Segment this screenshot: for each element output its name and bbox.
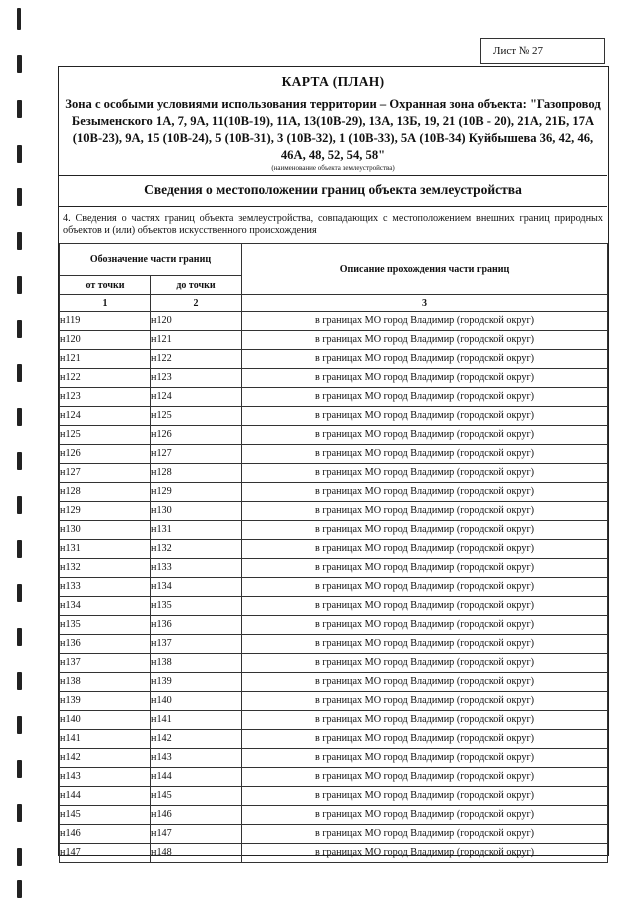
from-point-cell: н142 — [60, 749, 151, 768]
from-header: от точки — [60, 276, 151, 295]
from-point-cell: н121 — [60, 350, 151, 369]
table-row — [60, 787, 608, 806]
to-point-cell: н143 — [151, 749, 242, 768]
binding-holes — [0, 0, 40, 905]
binding-hole — [17, 496, 22, 514]
description-cell: в границах МО город Владимир (городской округ) — [242, 464, 608, 483]
to-point-cell: н133 — [151, 559, 242, 578]
table-row — [60, 730, 608, 749]
section-title: Сведения о местоположении границ объекта землеустройства — [144, 182, 522, 197]
binding-hole — [17, 880, 22, 898]
map-subtitle: Зона с особыми условиями использования территории – Охранная зона объекта: "Газопровод Безыменского 1А, 7, 9А, 11(10В-19), 11А, 13(10В-29), 13А, 13Б, 19, 21 (10В - 20), 21А, 21Б, 17А (10В-23), 9А, 15 (10В-24), 5 (10В-31), 3 (10В-32), 1 (10В-33), 5А (10В-34) Куйбышева 36, 42, 46, 46А, 48, 52, 54, 58" — [65, 97, 601, 162]
to-header: до точки — [151, 276, 242, 295]
table-row — [60, 426, 608, 445]
binding-hole — [17, 188, 22, 206]
from-point-cell: н146 — [60, 825, 151, 844]
description-cell: в границах МО город Владимир (городской округ) — [242, 331, 608, 350]
to-point-cell: н124 — [151, 388, 242, 407]
from-point-cell: н143 — [60, 768, 151, 787]
to-point-cell: н141 — [151, 711, 242, 730]
binding-hole — [17, 804, 22, 822]
from-point-cell: н138 — [60, 673, 151, 692]
document-frame — [58, 66, 609, 856]
table-row — [60, 407, 608, 426]
table-row — [60, 711, 608, 730]
to-point-cell: н144 — [151, 768, 242, 787]
to-point-cell: н130 — [151, 502, 242, 521]
binding-hole — [17, 716, 22, 734]
table-row — [60, 350, 608, 369]
table-row — [60, 312, 608, 331]
to-point-cell: н138 — [151, 654, 242, 673]
from-point-cell: н141 — [60, 730, 151, 749]
to-point-cell: н140 — [151, 692, 242, 711]
binding-hole — [17, 452, 22, 470]
table-row — [60, 654, 608, 673]
binding-hole — [17, 628, 22, 646]
to-point-cell: н126 — [151, 426, 242, 445]
binding-hole — [17, 100, 22, 118]
from-point-cell: н144 — [60, 787, 151, 806]
from-point-cell: н126 — [60, 445, 151, 464]
to-point-cell: н142 — [151, 730, 242, 749]
from-point-cell: н122 — [60, 369, 151, 388]
description-cell: в границах МО город Владимир (городской округ) — [242, 673, 608, 692]
table-body — [60, 312, 608, 863]
to-point-cell: н145 — [151, 787, 242, 806]
from-point-cell: н145 — [60, 806, 151, 825]
description-cell: в границах МО город Владимир (городской округ) — [242, 730, 608, 749]
from-point-cell: н133 — [60, 578, 151, 597]
to-point-cell: н137 — [151, 635, 242, 654]
col-number-1: 1 — [60, 295, 151, 312]
binding-hole — [17, 364, 22, 382]
table-row — [60, 483, 608, 502]
description-cell: в границах МО город Владимир (городской округ) — [242, 692, 608, 711]
from-point-cell: н135 — [60, 616, 151, 635]
description-cell: в границах МО город Владимир (городской округ) — [242, 540, 608, 559]
from-point-cell: н127 — [60, 464, 151, 483]
description-cell: в границах МО город Владимир (городской округ) — [242, 597, 608, 616]
to-point-cell: н135 — [151, 597, 242, 616]
from-point-cell: н131 — [60, 540, 151, 559]
map-subtitle-note: (наименование объекта землеустройства) — [271, 164, 395, 172]
description-cell: в границах МО город Владимир (городской округ) — [242, 654, 608, 673]
from-point-cell: н119 — [60, 312, 151, 331]
description-cell: в границах МО город Владимир (городской округ) — [242, 749, 608, 768]
from-point-cell: н147 — [60, 844, 151, 863]
to-point-cell: н123 — [151, 369, 242, 388]
section-intro: 4. Сведения о частях границ объекта землеустройства, совпадающих с местоположением внешних границ природных объектов и (или) объектов искусственного происхождения — [63, 213, 603, 236]
col-number-2: 2 — [151, 295, 242, 312]
table-row — [60, 540, 608, 559]
divider — [59, 206, 607, 207]
table-row — [60, 388, 608, 407]
binding-hole — [17, 540, 22, 558]
table-row — [60, 502, 608, 521]
table-row — [60, 521, 608, 540]
from-point-cell: н132 — [60, 559, 151, 578]
table-row — [60, 844, 608, 863]
binding-hole — [17, 760, 22, 778]
desc-header: Описание прохождения части границ — [242, 244, 608, 295]
from-point-cell: н129 — [60, 502, 151, 521]
to-point-cell: н120 — [151, 312, 242, 331]
description-cell: в границах МО город Владимир (городской округ) — [242, 369, 608, 388]
binding-hole — [17, 232, 22, 250]
to-point-cell: н129 — [151, 483, 242, 502]
table-row — [60, 597, 608, 616]
from-point-cell: н130 — [60, 521, 151, 540]
binding-hole — [17, 584, 22, 602]
description-cell: в границах МО город Владимир (городской округ) — [242, 388, 608, 407]
table-row — [60, 578, 608, 597]
table-row — [60, 673, 608, 692]
to-point-cell: н136 — [151, 616, 242, 635]
from-point-cell: н120 — [60, 331, 151, 350]
binding-hole — [17, 320, 22, 338]
to-point-cell: н148 — [151, 844, 242, 863]
description-cell: в границах МО город Владимир (городской округ) — [242, 635, 608, 654]
col-number-3: 3 — [242, 295, 608, 312]
table-row — [60, 464, 608, 483]
description-cell: в границах МО город Владимир (городской округ) — [242, 483, 608, 502]
to-point-cell: н121 — [151, 331, 242, 350]
divider — [59, 175, 607, 176]
binding-hole — [17, 672, 22, 690]
binding-hole — [17, 276, 22, 294]
boundary-table — [59, 243, 608, 863]
from-point-cell: н134 — [60, 597, 151, 616]
table-row — [60, 825, 608, 844]
table-row — [60, 616, 608, 635]
to-point-cell: н132 — [151, 540, 242, 559]
map-title: КАРТА (ПЛАН) — [281, 74, 385, 89]
table-row — [60, 445, 608, 464]
to-point-cell: н127 — [151, 445, 242, 464]
binding-hole — [17, 8, 21, 30]
to-point-cell: н139 — [151, 673, 242, 692]
table-row — [60, 635, 608, 654]
description-cell: в границах МО город Владимир (городской округ) — [242, 502, 608, 521]
description-cell: в границах МО город Владимир (городской округ) — [242, 312, 608, 331]
binding-hole — [17, 55, 22, 73]
table-row — [60, 369, 608, 388]
to-point-cell: н146 — [151, 806, 242, 825]
description-cell: в границах МО город Владимир (городской округ) — [242, 768, 608, 787]
to-point-cell: н125 — [151, 407, 242, 426]
from-point-cell: н125 — [60, 426, 151, 445]
description-cell: в границах МО город Владимир (городской округ) — [242, 521, 608, 540]
to-point-cell: н134 — [151, 578, 242, 597]
table-row — [60, 559, 608, 578]
from-point-cell: н123 — [60, 388, 151, 407]
sheet-number: Лист № 27 — [480, 38, 605, 64]
binding-hole — [17, 848, 22, 866]
from-point-cell: н124 — [60, 407, 151, 426]
group-header: Обозначение части границ — [60, 244, 242, 276]
description-cell: в границах МО город Владимир (городской округ) — [242, 445, 608, 464]
to-point-cell: н131 — [151, 521, 242, 540]
binding-hole — [17, 408, 22, 426]
description-cell: в границах МО город Владимир (городской округ) — [242, 825, 608, 844]
description-cell: в границах МО город Владимир (городской округ) — [242, 578, 608, 597]
from-point-cell: н137 — [60, 654, 151, 673]
to-point-cell: н147 — [151, 825, 242, 844]
description-cell: в границах МО город Владимир (городской округ) — [242, 559, 608, 578]
table-row — [60, 749, 608, 768]
from-point-cell: н136 — [60, 635, 151, 654]
to-point-cell: н122 — [151, 350, 242, 369]
table-row — [60, 692, 608, 711]
table-row — [60, 806, 608, 825]
from-point-cell: н140 — [60, 711, 151, 730]
map-header — [59, 67, 607, 175]
binding-hole — [17, 145, 22, 163]
description-cell: в границах МО город Владимир (городской округ) — [242, 711, 608, 730]
description-cell: в границах МО город Владимир (городской округ) — [242, 806, 608, 825]
description-cell: в границах МО город Владимир (городской округ) — [242, 616, 608, 635]
description-cell: в границах МО город Владимир (городской округ) — [242, 426, 608, 445]
description-cell: в границах МО город Владимир (городской округ) — [242, 844, 608, 863]
description-cell: в границах МО город Владимир (городской округ) — [242, 787, 608, 806]
table-row — [60, 331, 608, 350]
from-point-cell: н139 — [60, 692, 151, 711]
from-point-cell: н128 — [60, 483, 151, 502]
description-cell: в границах МО город Владимир (городской округ) — [242, 350, 608, 369]
description-cell: в границах МО город Владимир (городской округ) — [242, 407, 608, 426]
table-row — [60, 768, 608, 787]
to-point-cell: н128 — [151, 464, 242, 483]
